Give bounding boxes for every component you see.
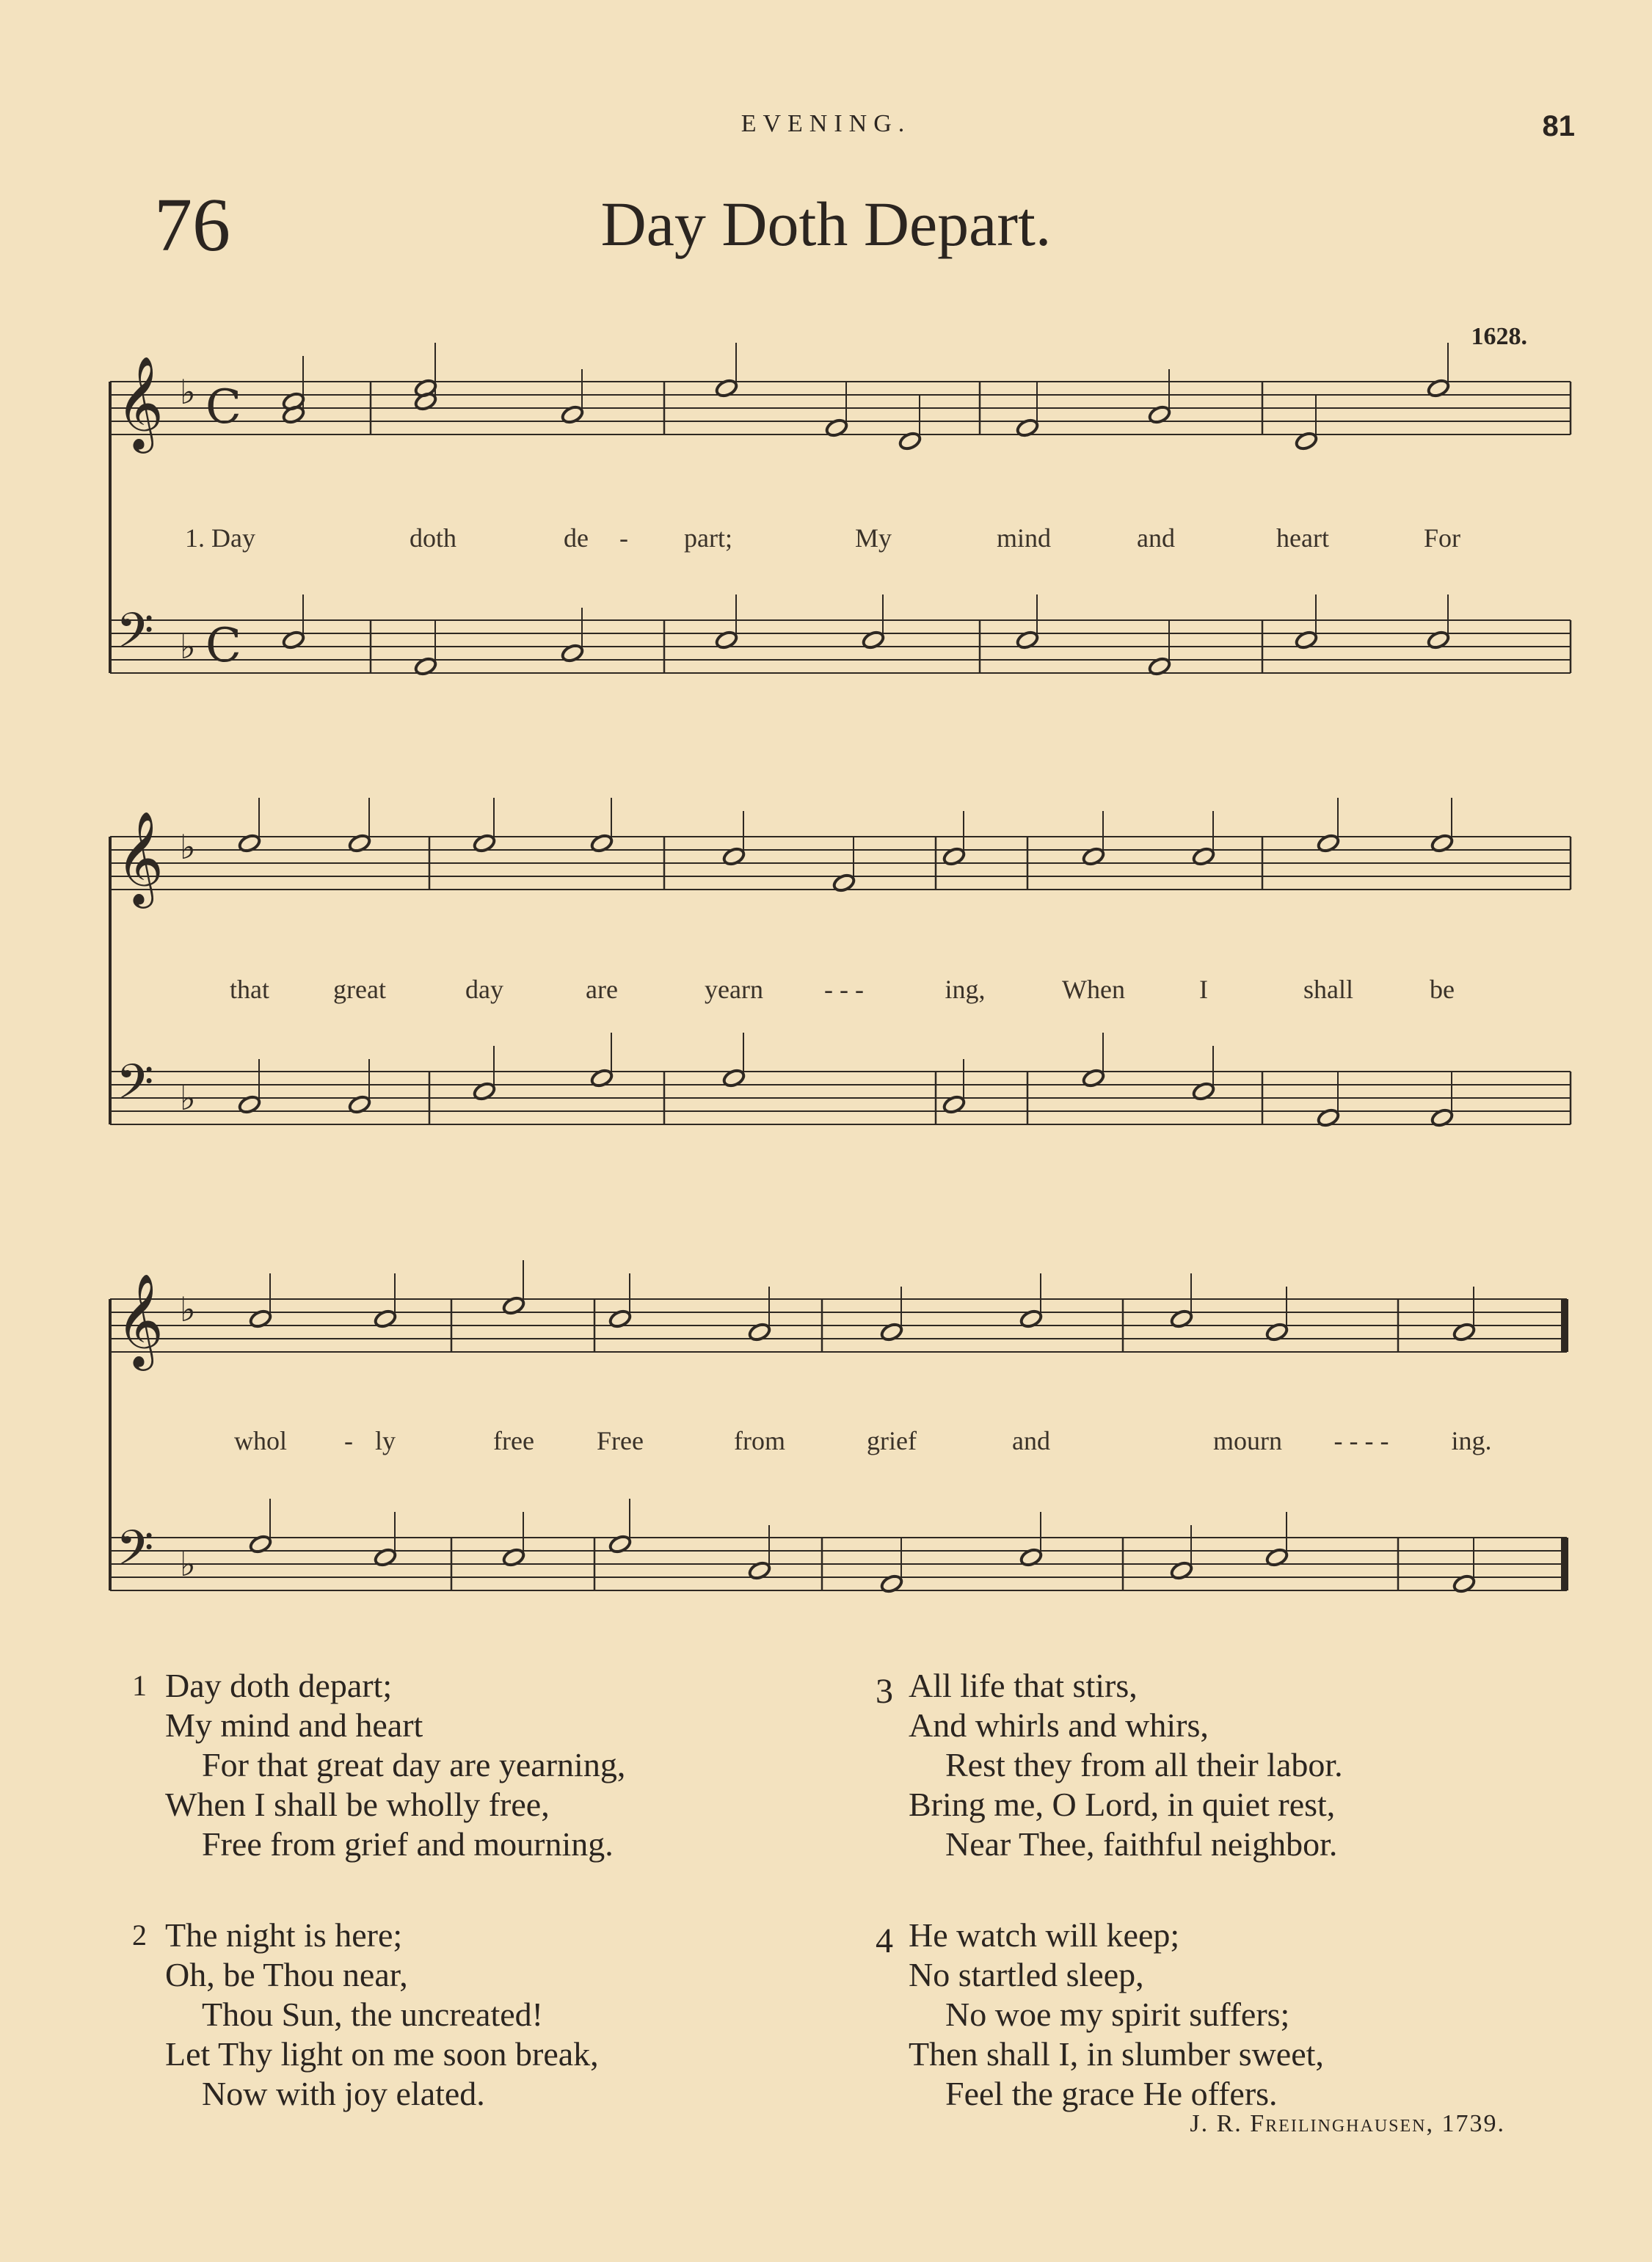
lyric-syllable: My — [854, 523, 892, 553]
verse-line: For that great day are yearning, — [202, 1746, 626, 1783]
verse-number: 1 — [132, 1669, 147, 1702]
final-bar-line — [1561, 1299, 1568, 1352]
lyric-syllable: be — [1430, 975, 1455, 1004]
verse-line: No woe my spirit suffers; — [945, 1996, 1290, 2033]
treble-clef-icon: 𝄞 — [116, 1273, 164, 1367]
verse-line: When I shall be wholly free, — [165, 1786, 550, 1823]
lyric-syllable: and — [1137, 523, 1175, 553]
lyric-syllable: whol — [234, 1426, 287, 1455]
lyric-syllable: 1. Day — [185, 523, 255, 553]
flat-icon: ♭ — [180, 1078, 196, 1118]
verse-line: Bring me, O Lord, in quiet rest, — [909, 1786, 1336, 1823]
bass-clef-icon: 𝄢 — [116, 1054, 154, 1122]
verse-line: My mind and heart — [165, 1706, 423, 1744]
page-number: 81 — [1542, 110, 1575, 142]
lyric-syllable: from — [734, 1426, 785, 1455]
lyric-syllable: and — [1012, 1426, 1050, 1455]
flat-icon: ♭ — [180, 372, 196, 412]
flat-icon: ♭ — [180, 827, 196, 867]
lyric-syllable: de — [564, 523, 589, 553]
lyric-syllable: ing. — [1451, 1426, 1492, 1455]
verse-line: No startled sleep, — [909, 1956, 1144, 1993]
bass-clef-icon: 𝄢 — [116, 603, 154, 671]
lyric-syllable: yearn — [705, 975, 763, 1004]
lyric-syllable: part; — [684, 523, 732, 553]
lyric-syllable: ing, — [945, 975, 986, 1004]
lyric-syllable: day — [465, 975, 503, 1004]
tune-date: 1628. — [1471, 323, 1527, 350]
lyric-syllable: - — [344, 1426, 353, 1455]
verse-1 — [132, 1666, 626, 1864]
verse-line: The night is here; — [165, 1916, 403, 1954]
verse-number: 4 — [876, 1921, 893, 1960]
lyric-syllable: shall — [1303, 975, 1353, 1004]
running-head: EVENING. — [741, 110, 911, 137]
verse-2 — [132, 1916, 599, 2114]
lyric-syllable: free — [493, 1426, 534, 1455]
lyric-syllable: doth — [409, 523, 457, 553]
treble-clef-icon: 𝄞 — [116, 355, 164, 449]
lyric-syllable: mind — [996, 523, 1052, 553]
hymn-number: 76 — [154, 183, 230, 267]
lyric-syllable: For — [1423, 523, 1461, 553]
verse-line: Now with joy elated. — [202, 2075, 485, 2112]
verse-line: Thou Sun, the uncreated! — [202, 1996, 543, 2033]
verse-3 — [876, 1666, 1343, 1864]
verse-line: All life that stirs, — [909, 1667, 1138, 1704]
flat-icon: ♭ — [180, 1544, 196, 1584]
verse-line: He watch will keep; — [909, 1916, 1180, 1954]
lyric-syllable: heart — [1276, 523, 1329, 553]
lyric-syllable: I — [1199, 975, 1208, 1004]
lyric-syllable: mourn — [1213, 1426, 1282, 1455]
verse-number: 2 — [132, 1919, 147, 1952]
flat-icon: ♭ — [180, 1290, 196, 1329]
verse-line: Oh, be Thou near, — [165, 1956, 408, 1993]
common-time-icon: C — [205, 619, 241, 673]
verse-line: Near Thee, faithful neighbor. — [945, 1825, 1338, 1863]
verses — [0, 1666, 1652, 2121]
lyric-syllable: that — [230, 975, 269, 1004]
bass-clef-icon: 𝄢 — [116, 1520, 154, 1588]
attribution: J. R. Freilinghausen, 1739. — [1190, 2110, 1505, 2137]
final-bar-line — [1561, 1538, 1568, 1590]
hymn-title: Day Doth Depart. — [600, 189, 1052, 259]
verse-line: Day doth depart; — [165, 1667, 393, 1704]
lyric-syllable: - — [619, 523, 628, 553]
verse-line: And whirls and whirs, — [909, 1706, 1209, 1744]
lyric-syllable: ly — [374, 1426, 396, 1455]
verse-line: Rest they from all their labor. — [945, 1746, 1343, 1783]
common-time-icon: C — [205, 380, 241, 434]
lyric-syllable: - - - — [824, 975, 864, 1004]
verse-4 — [876, 1916, 1324, 2114]
verse-line: Free from grief and mourning. — [202, 1825, 614, 1863]
lyric-syllable: Free — [597, 1426, 644, 1455]
verse-number: 3 — [876, 1672, 893, 1711]
lyric-syllable: - - - - — [1333, 1426, 1389, 1455]
lyric-syllable: are — [586, 975, 618, 1004]
lyric-syllable: When — [1062, 975, 1125, 1004]
lyric-syllable: grief — [867, 1426, 917, 1455]
lyric-syllable: great — [333, 975, 386, 1004]
verse-line: Then shall I, in slumber sweet, — [909, 2035, 1324, 2073]
treble-clef-icon: 𝄞 — [116, 810, 164, 904]
verse-line: Feel the grace He offers. — [945, 2075, 1278, 2112]
flat-icon: ♭ — [180, 627, 196, 666]
verse-line: Let Thy light on me soon break, — [165, 2035, 599, 2073]
